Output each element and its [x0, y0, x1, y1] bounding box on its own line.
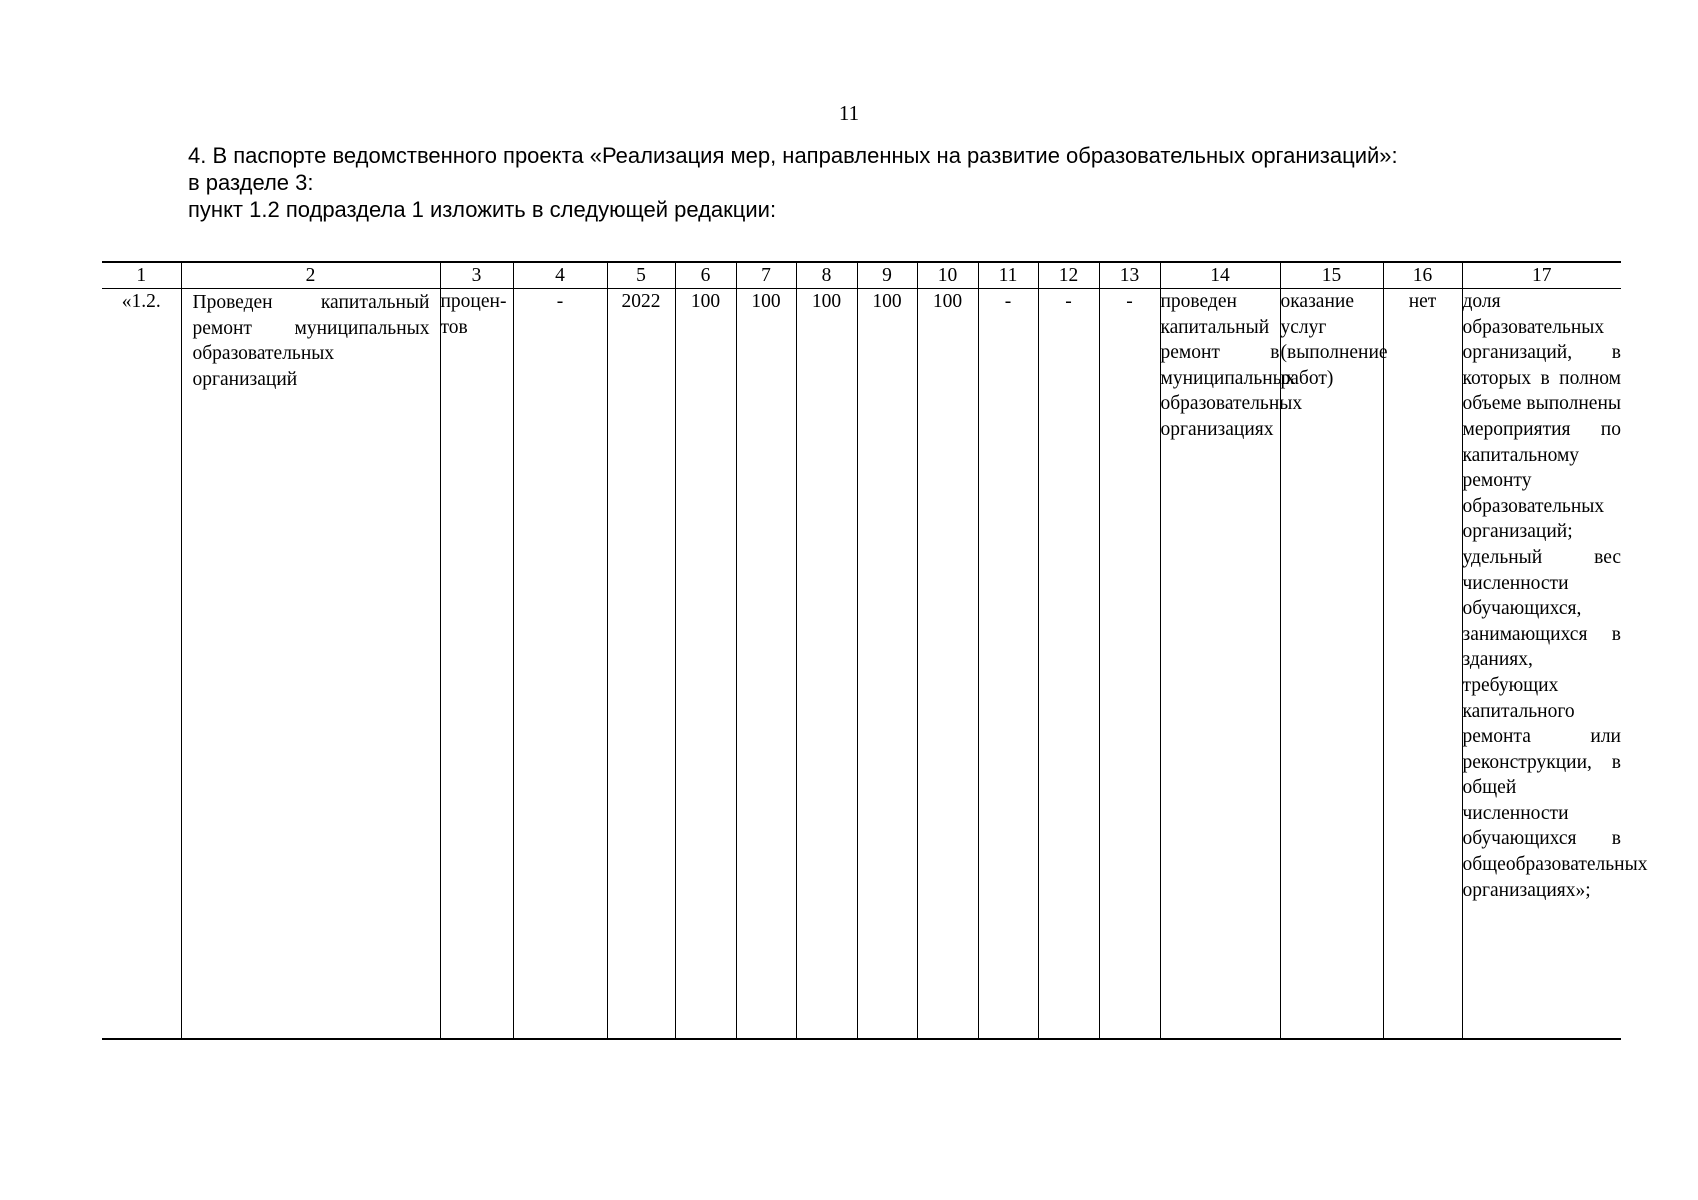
cell-value: 100 [796, 289, 857, 1040]
cell-result-description: проведен капитальный ремонт в муниципальных образовательных организациях [1160, 289, 1280, 1040]
cell-unit [440, 289, 513, 1040]
column-number-header: 12 [1038, 262, 1099, 289]
intro-line-item: пункт 1.2 подраздела 1 изложить в следующей редакции: [188, 197, 777, 222]
cell-value: - [1038, 289, 1099, 1040]
amendment-intro [188, 142, 1608, 223]
intro-line-section: в разделе 3: [188, 170, 314, 195]
column-number-header: 13 [1099, 262, 1160, 289]
column-number-header: 4 [513, 262, 607, 289]
cell-base-year: 2022 [607, 289, 675, 1040]
cell-value: 100 [917, 289, 978, 1040]
column-number-header: 14 [1160, 262, 1280, 289]
column-number-header: 2 [181, 262, 440, 289]
column-number-header: 6 [675, 262, 736, 289]
column-number-header: 16 [1383, 262, 1462, 289]
column-number-header: 8 [796, 262, 857, 289]
cell-value: 100 [857, 289, 917, 1040]
cell-value: 100 [675, 289, 736, 1040]
column-number-header: 3 [440, 262, 513, 289]
cell-value: 100 [736, 289, 796, 1040]
cell-column-4: - [513, 289, 607, 1040]
column-number-header: 1 [102, 262, 181, 289]
table-header-row [102, 262, 1621, 289]
page-number: 11 [838, 101, 860, 125]
cell-indicators: доля образовательных организаций, в которых в полном объеме выполнены мероприятия по капитальному ремонту образовательных организаций; удельный вес численности обучающихся, занимающихся в зданиях, требующих капитального ремонта или реконструкции, в общей численности обучающихся в общеобразовательных организациях»; [1462, 289, 1621, 1040]
column-number-header: 17 [1462, 262, 1621, 289]
column-number-header: 9 [857, 262, 917, 289]
column-number-header: 5 [607, 262, 675, 289]
cell-value: - [978, 289, 1038, 1040]
intro-line-project: 4. В паспорте ведомственного проекта «Реализация мер, направленных на развитие образовательных организаций»: [188, 143, 1398, 168]
column-number-header: 15 [1280, 262, 1383, 289]
cell-result-name: Проведен капитальный ремонт муниципальных образовательных организаций [181, 289, 440, 1040]
amendment-table [102, 261, 1648, 1040]
cell-column-16: нет [1383, 289, 1462, 1040]
column-number-header: 11 [978, 262, 1038, 289]
column-number-header: 10 [917, 262, 978, 289]
cell-result-type: оказание услуг (выполнение работ) [1280, 289, 1383, 1040]
cell-unit-text: процентов [440, 291, 507, 338]
cell-item-number: «1.2. [102, 289, 181, 1040]
cell-value: - [1099, 289, 1160, 1040]
table-row [102, 289, 1621, 1040]
column-number-header: 7 [736, 262, 796, 289]
